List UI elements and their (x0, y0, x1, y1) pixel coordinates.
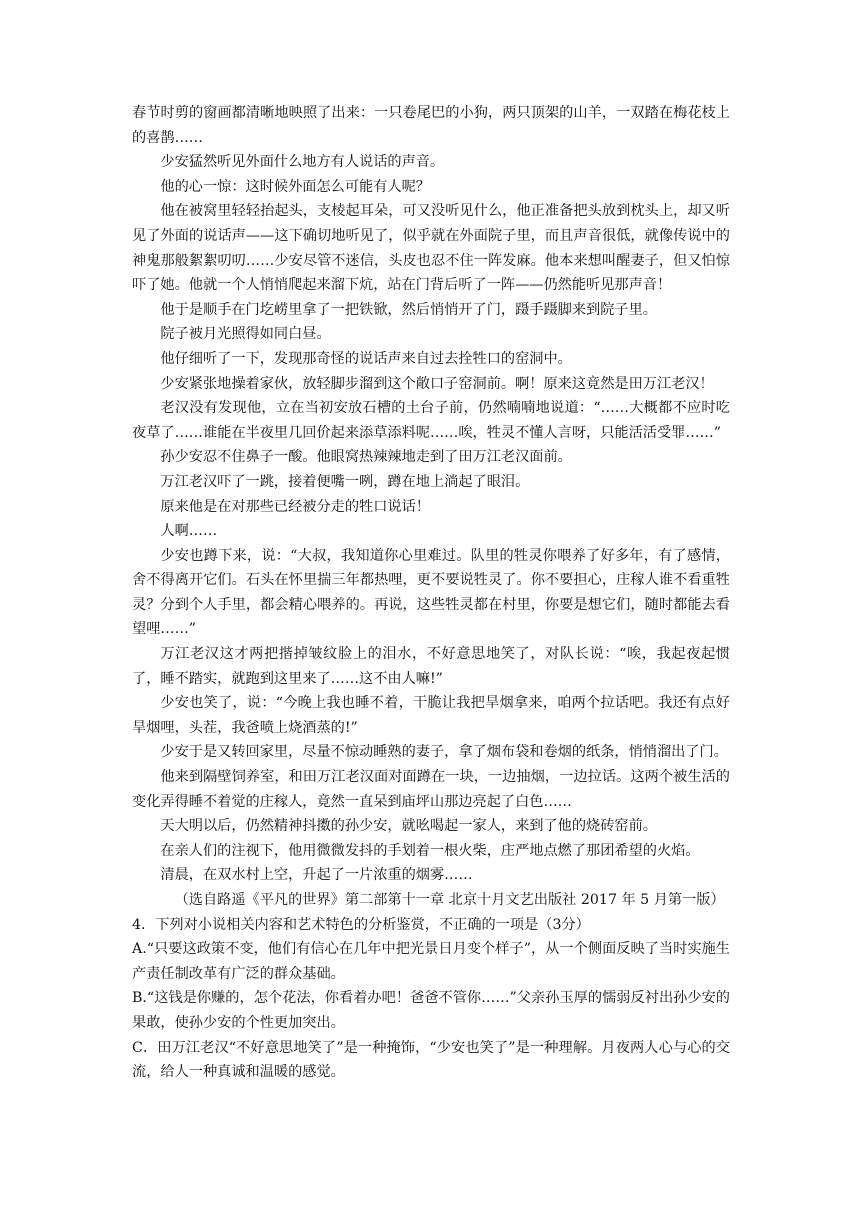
passage (132, 101, 730, 913)
question-stem: 4．下列对小说相关内容和艺术特色的分析鉴赏，不正确的一项是（3分） (132, 916, 590, 933)
question-block (132, 913, 730, 1085)
paragraph-15: 万江老汉这才两把揩掉皱纹脸上的泪水，不好意思地笑了，对队长说：“唉，我起夜起惯了，睡不踏实，就跑到这里来了……这不由人嘛!” (132, 646, 730, 687)
paragraph-3: 他的心一惊：这时候外面怎么可能有人呢？ (160, 178, 430, 195)
paragraph-11: 万江老汉吓了一跳，接着便嘴一咧，蹲在地上淌起了眼泪。 (160, 473, 530, 490)
paragraph-10: 孙少安忍不住鼻子一酸。他眼窝热辣辣地走到了田万江老汉面前。 (160, 449, 572, 466)
paragraph-4: 他在被窝里轻轻抬起头，支棱起耳朵，可又没听见什么，他正准备把头放到枕头上，却又听见了外面的说话声——这下确切地听见了，似乎就在外面院子里，而且声音很低，就像传说中的神鬼那般絮絮叨叨……少安尽管不迷信，头皮也忍不住一阵发麻。他本来想叫醒妻子，但又怕惊吓了她。他就一个人悄悄爬起来溜下炕，站在门背后听了一阵——仍然能听见那声音！ (132, 203, 730, 294)
option-a: A.“只要这政策不变，他们有信心在几年中把光景日月变个样子”，从一个侧面反映了当时实施生产责任制改革有广泛的群众基础。 (132, 941, 730, 982)
paragraph-1: 春节时剪的窗画都清晰地映照了出来：一只卷尾巴的小狗，两只顶架的山羊，一双踏在梅花枝上的喜鹊…… (132, 105, 730, 146)
paragraph-5: 他于是顺手在门圪崂里拿了一把铁锨，然后悄悄开了门，蹑手蹑脚来到院子里。 (160, 301, 657, 318)
paragraph-9: 老汉没有发现他，立在当初安放石槽的土台子前，仍然喃喃地说道：“……大概都不应时吃夜草了……谁能在半夜里几回价起来添草添料呢……唉，牲灵不懂人言呀，只能活活受罪……” (132, 400, 730, 441)
paragraph-6: 院子被月光照得如同白昼。 (160, 326, 331, 343)
paragraph-20: 在亲人们的注视下，他用微微发抖的手划着一根火柴，庄严地点燃了那团希望的火焰。 (160, 842, 700, 859)
paragraph-8: 少安紧张地操着家伙，放轻脚步溜到这个敞口子窑洞前。啊！原来这竟然是田万江老汉！ (160, 375, 714, 392)
source-citation: （选自路遥《平凡的世界》第二部第十一章 北京十月文艺出版社 2017 年 5 月第一版） (174, 892, 725, 908)
option-b: B.“这钱是你赚的，怎个花法，你看着办吧！爸爸不管你……”父亲孙玉厚的懦弱反衬出孙少安的果敢，使孙少安的个性更加突出。 (132, 990, 730, 1031)
paragraph-16: 少安也笑了，说：“今晚上我也睡不着，干脆让我把旱烟拿来，咱两个拉话吧。我还有点好旱烟哩，头茬，我爸喷上烧酒蒸的!” (132, 695, 730, 736)
paragraph-12: 原来他是在对那些已经被分走的牲口说话！ (160, 498, 430, 515)
paragraph-13: 人啊…… (160, 523, 218, 540)
paragraph-18: 他来到隔壁饲养室，和田万江老汉面对面蹲在一块，一边抽烟，一边拉话。这两个被生活的变化弄得睡不着觉的庄稼人，竟然一直呆到庙坪山那边亮起了白色…… (132, 769, 730, 810)
option-c: C．田万江老汉“不好意思地笑了”是一种掩饰，“少安也笑了”是一种理解。月夜两人心与心的交流，给人一种真诚和温暖的感觉。 (132, 1039, 730, 1081)
document-page (132, 101, 730, 1085)
paragraph-14: 少安也蹲下来，说：“大叔，我知道你心里难过。队里的牲灵你喂养了好多年，有了感情，舍不得离开它们。石头在怀里揣三年都热哩，更不要说牲灵了。你不要担心，庄稼人谁不看重牲灵？分到个人手里，都会精心喂养的。再说，这些牲灵都在村里，你要是想它们，随时都能去看望哩……” (132, 547, 730, 638)
paragraph-19: 天大明以后，仍然精神抖擞的孙少安，就吆喝起一家人，来到了他的烧砖窑前。 (160, 818, 657, 835)
paragraph-21: 清晨，在双水村上空，升起了一片浓重的烟雾…… (160, 867, 473, 884)
paragraph-17: 少安于是又转回家里，尽量不惊动睡熟的妻子，拿了烟布袋和卷烟的纸条，悄悄溜出了门。 (160, 744, 728, 761)
paragraph-2: 少安猛然听见外面什么地方有人说话的声音。 (160, 154, 445, 171)
paragraph-7: 他仔细听了一下，发现那奇怪的说话声来自过去拴牲口的窑洞中。 (160, 350, 572, 367)
